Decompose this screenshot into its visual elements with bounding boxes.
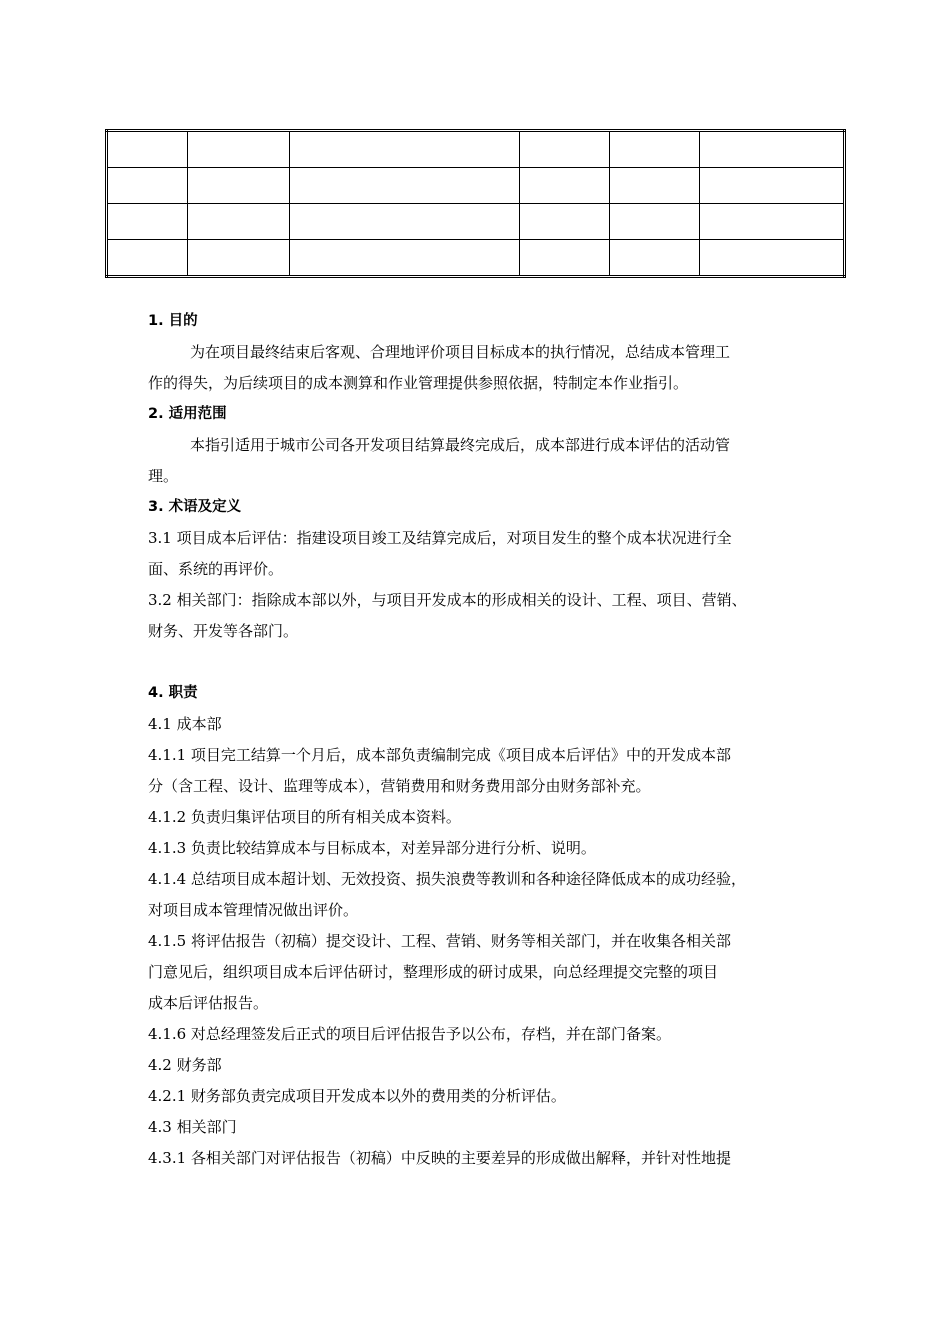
paragraph-line: 4.1.5 将评估报告（初稿）提交设计、工程、营销、财务等相关部门，并在收集各相关部 xyxy=(148,932,731,950)
subsection-heading: 4.1 成本部 xyxy=(148,715,222,733)
table-cell xyxy=(610,240,700,277)
table-cell xyxy=(610,131,700,168)
table-cell xyxy=(519,204,609,240)
table-cell xyxy=(107,204,188,240)
table-cell xyxy=(107,131,188,168)
paragraph-line: 4.1.4 总结项目成本超计划、无效投资、损失浪费等教训和各种途径降低成本的成功经验， xyxy=(148,870,746,888)
document-body xyxy=(148,306,818,1174)
table-cell xyxy=(188,240,289,277)
section-heading-scope: 2. 适用范围 xyxy=(148,406,227,422)
paragraph-line: 对项目成本管理情况做出评价。 xyxy=(148,901,359,919)
paragraph-line: 3.1 项目成本后评估：指建设项目竣工及结算完成后，对项目发生的整个成本状况进行全 xyxy=(148,529,732,547)
section-heading-definitions: 3. 术语及定义 xyxy=(148,499,242,515)
paragraph-line: 4.1.1 项目完工结算一个月后，成本部负责编制完成《项目成本后评估》中的开发成本部 xyxy=(148,746,731,764)
table-cell xyxy=(700,131,845,168)
table-cell xyxy=(107,240,188,277)
table-cell xyxy=(519,168,609,204)
table-row xyxy=(107,204,845,240)
table-cell xyxy=(289,204,519,240)
table-cell xyxy=(519,131,609,168)
paragraph-line: 门意见后，组织项目成本后评估研讨，整理形成的研讨成果，向总经理提交完整的项目 xyxy=(148,963,719,981)
paragraph-line: 4.1.6 对总经理签发后正式的项目后评估报告予以公布，存档，并在部门备案。 xyxy=(148,1025,671,1043)
paragraph-line: 4.2.1 财务部负责完成项目开发成本以外的费用类的分析评估。 xyxy=(148,1087,566,1105)
paragraph-line: 4.1.2 负责归集评估项目的所有相关成本资料。 xyxy=(148,808,461,826)
table-cell xyxy=(289,131,519,168)
paragraph-line: 分（含工程、设计、监理等成本），营销费用和财务费用部分由财务部补充。 xyxy=(148,777,651,795)
table-cell xyxy=(610,204,700,240)
table-cell xyxy=(188,168,289,204)
paragraph-line: 4.3.1 各相关部门对评估报告（初稿）中反映的主要差异的形成做出解释，并针对性地提 xyxy=(148,1149,731,1167)
table-cell xyxy=(519,240,609,277)
subsection-heading: 4.2 财务部 xyxy=(148,1056,222,1074)
paragraph-line: 作的得失，为后续项目的成本测算和作业管理提供参照依据，特制定本作业指引。 xyxy=(148,374,689,392)
table-cell xyxy=(610,168,700,204)
paragraph-line: 面、系统的再评价。 xyxy=(148,560,284,578)
paragraph-line: 4.1.3 负责比较结算成本与目标成本，对差异部分进行分析、说明。 xyxy=(148,839,596,857)
paragraph-line: 本指引适用于城市公司各开发项目结算最终完成后，成本部进行成本评估的活动管 xyxy=(190,436,731,454)
paragraph-line: 为在项目最终结束后客观、合理地评价项目目标成本的执行情况，总结成本管理工 xyxy=(190,343,731,361)
paragraph-line: 理。 xyxy=(148,467,179,485)
table-row xyxy=(107,131,845,168)
table-cell xyxy=(700,240,845,277)
subsection-heading: 4.3 相关部门 xyxy=(148,1118,237,1136)
table-cell xyxy=(188,131,289,168)
table-cell xyxy=(188,204,289,240)
blank-line xyxy=(148,647,818,678)
paragraph-line: 3.2 相关部门：指除成本部以外，与项目开发成本的形成相关的设计、工程、项目、营销、 xyxy=(148,591,747,609)
paragraph-line: 财务、开发等各部门。 xyxy=(148,622,299,640)
table-cell xyxy=(107,168,188,204)
table-cell xyxy=(700,168,845,204)
table-cell xyxy=(289,168,519,204)
paragraph-line: 成本后评估报告。 xyxy=(148,994,269,1012)
table-row xyxy=(107,240,845,277)
table-cell xyxy=(700,204,845,240)
section-heading-responsibilities: 4. 职责 xyxy=(148,685,198,701)
header-table xyxy=(105,129,846,278)
table-row xyxy=(107,168,845,204)
table-cell xyxy=(289,240,519,277)
section-heading-purpose: 1. 目的 xyxy=(148,313,198,329)
